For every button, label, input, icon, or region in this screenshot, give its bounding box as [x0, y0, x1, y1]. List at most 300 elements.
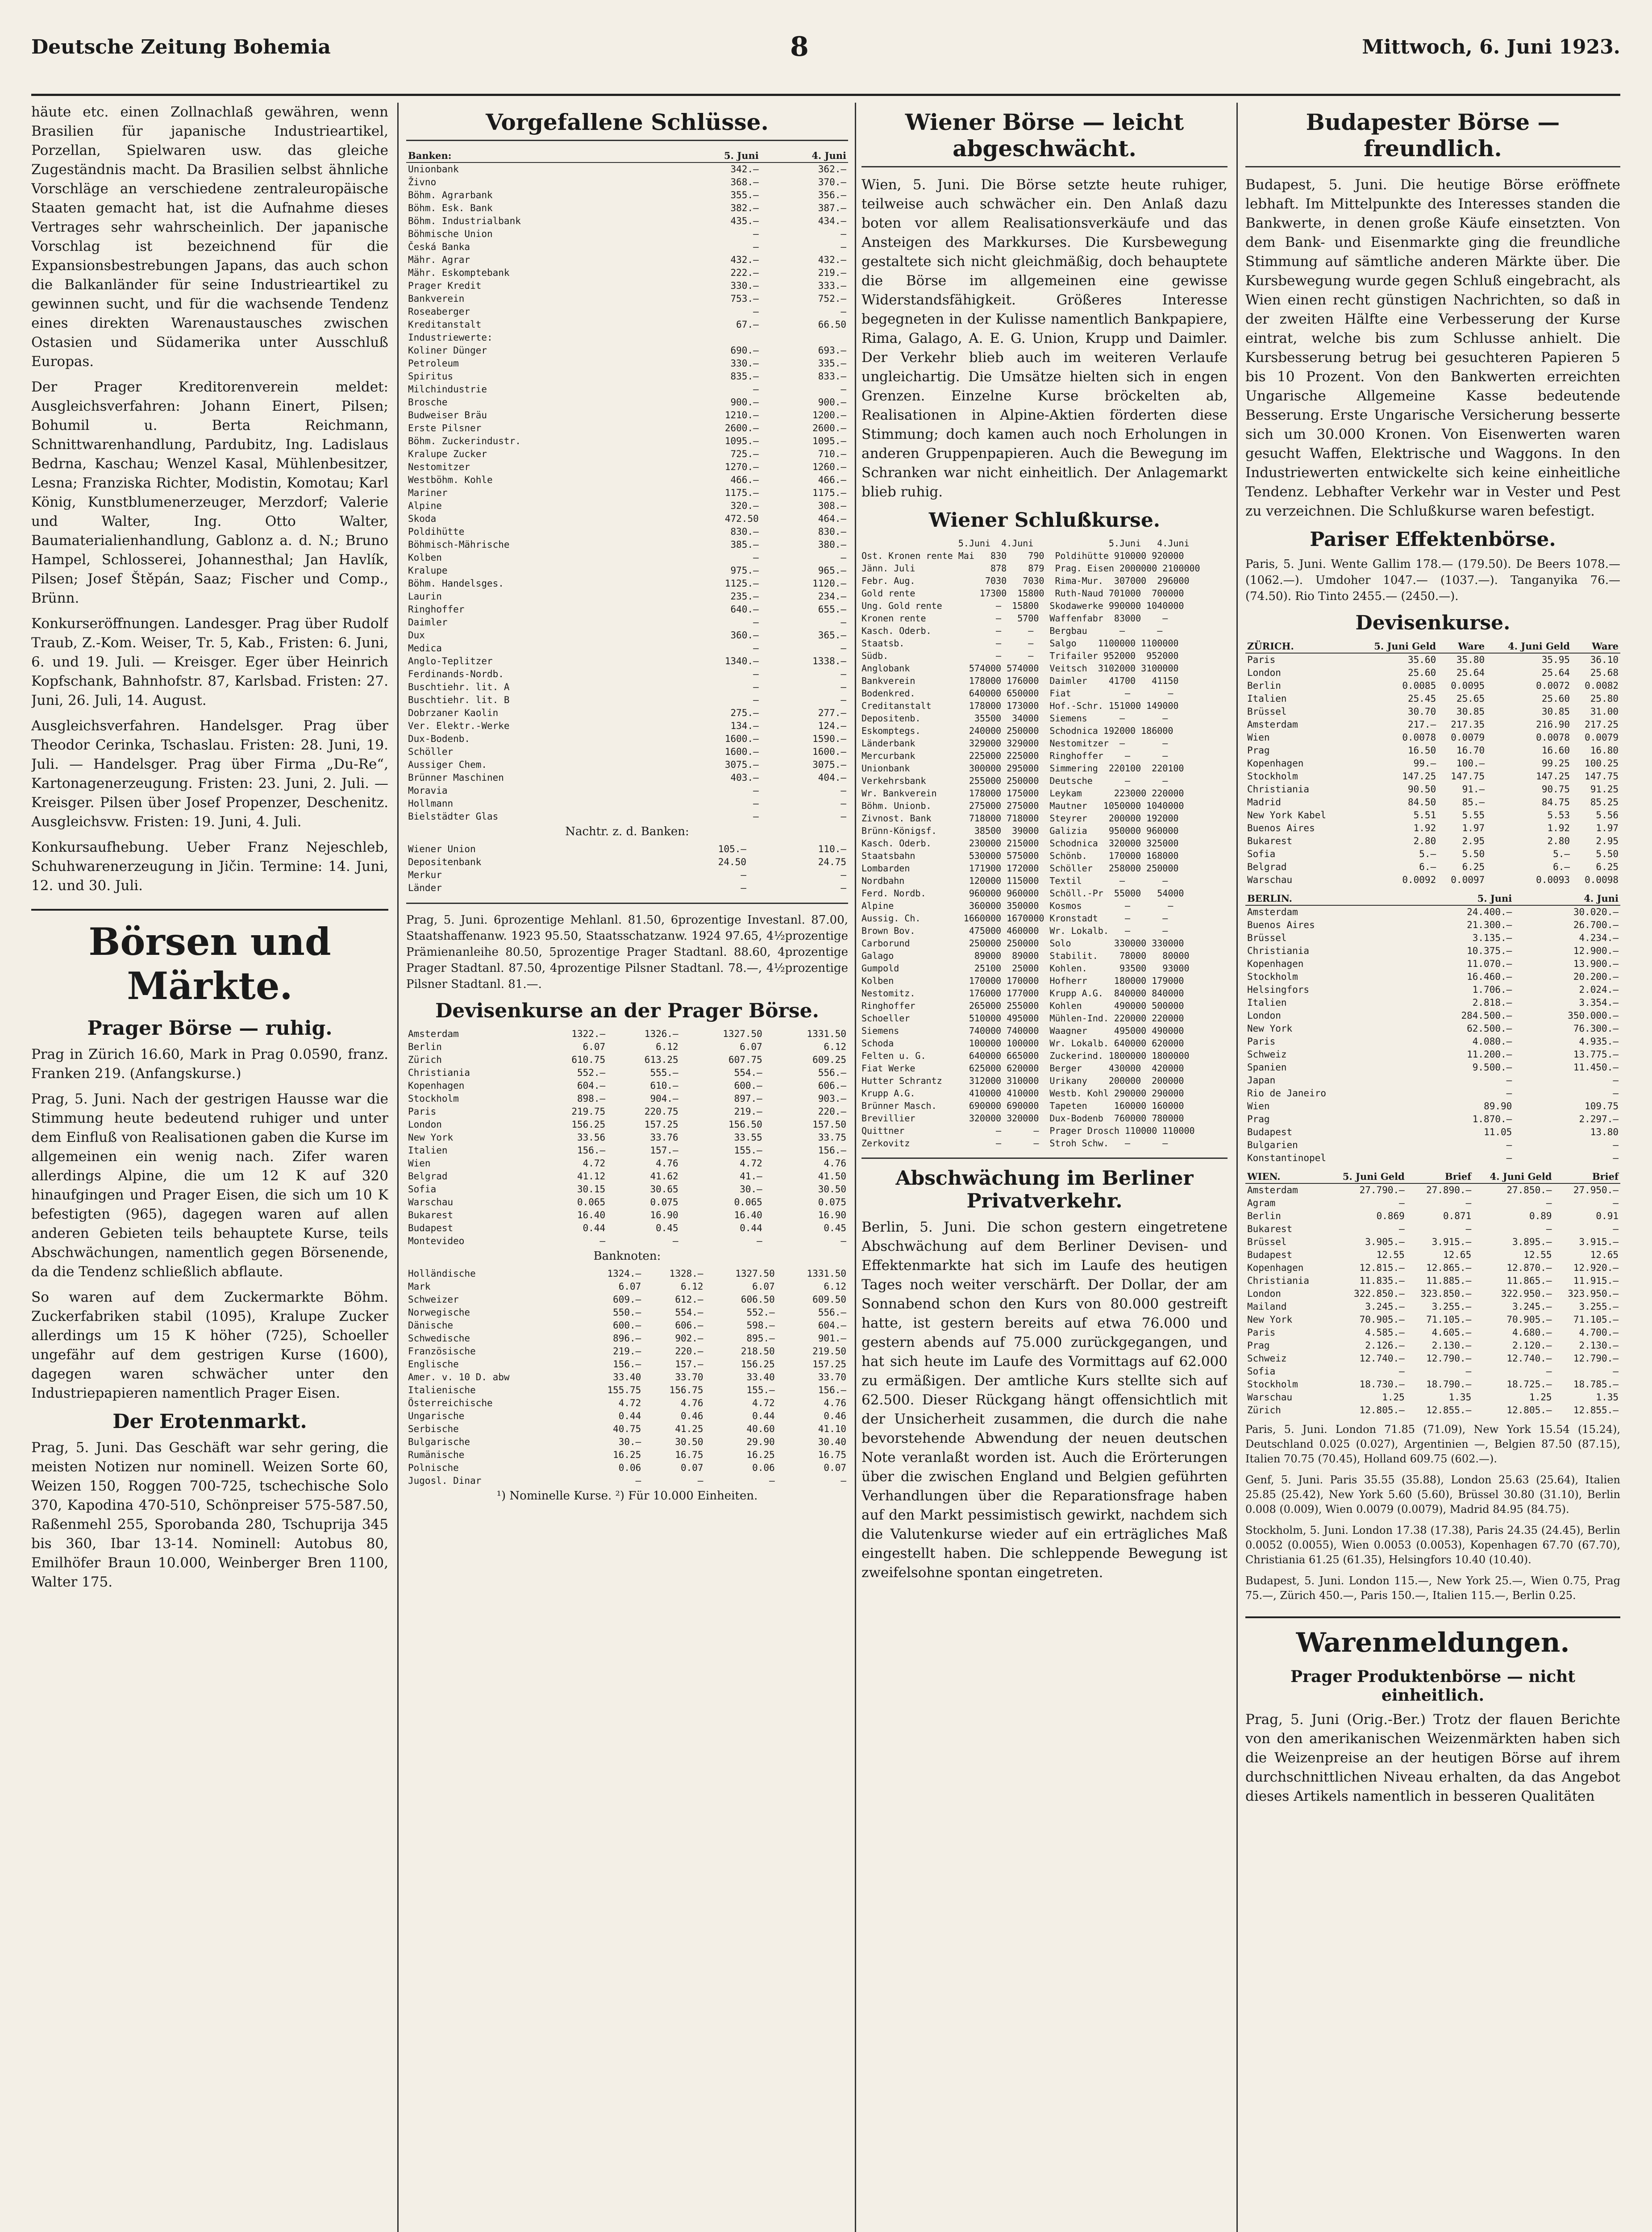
table-cell: — [841, 669, 846, 679]
table-row: Zerkovitz — — Stroh Schw. — — [861, 1138, 1168, 1149]
table-cell: 900.— [818, 397, 846, 408]
table-row [406, 1157, 848, 1170]
table-cell: 360.— [730, 630, 759, 641]
table-cell: 896.— [613, 1333, 641, 1344]
table-cell: 12.65 [1590, 1249, 1619, 1260]
table-cell: 284.500.— [1461, 1010, 1512, 1021]
table-cell: — [841, 695, 846, 705]
table-cell: 898.— [577, 1093, 606, 1104]
table-cell: 27.890.— [1426, 1185, 1472, 1195]
article-paragraph: Konkursaufhebung. Ueber Franz Nejeschleb, Schuhwarenerzeugung in Jičin. Termine: 14. Juni, 12. und 30. Juli. [31, 839, 388, 894]
table-cell: Dobrzaner Kaolin [408, 708, 499, 718]
table-cell: Italien [1247, 693, 1287, 704]
table-cell: Italien [408, 1145, 448, 1156]
table-cell: 156.— [613, 1359, 641, 1370]
table-row: Brevillier 320000 320000 Dux-Bodenb 760000 780000 [861, 1113, 1184, 1124]
table-cell: 12.55 [1523, 1249, 1552, 1260]
table-cell: Kralupe Zucker [408, 449, 487, 459]
table-row [406, 396, 848, 409]
table-cell: 432.— [730, 254, 759, 265]
table-cell: 610.75 [571, 1054, 606, 1065]
table-cell: 84.50 [1408, 797, 1436, 808]
table-cell: 219.75 [571, 1106, 606, 1117]
table-cell: Länder [408, 883, 442, 893]
masthead-left: Deutsche Zeitung Bohemia [31, 36, 331, 58]
table-cell: 156.50 [728, 1119, 762, 1130]
table-cell: 830.— [818, 526, 846, 537]
table-cell: 0.0079 [1585, 732, 1619, 743]
table-row [1245, 1313, 1620, 1326]
table-cell: 380.— [818, 539, 846, 550]
paris-title: Pariser Effektenbörse. [1310, 528, 1556, 551]
table-row [406, 1280, 848, 1293]
table-row: Febr. Aug. 7030 7030 Rima-Mur. 307000 296000 [861, 575, 1190, 586]
table-cell: 16.25 [613, 1449, 641, 1460]
table-cell [761, 331, 848, 344]
zurich-table [1245, 640, 1620, 887]
table-cell: 30.85 [1541, 706, 1570, 717]
table-cell: 40.75 [613, 1424, 641, 1434]
table-cell: London [1247, 667, 1281, 678]
table-cell: Konstantinopel [1247, 1153, 1327, 1163]
table-cell: Amsterdam [408, 1029, 459, 1039]
table-cell: 235.— [730, 591, 759, 602]
table-row [1245, 1378, 1620, 1391]
table-cell: Anglo-Teplitzer [408, 656, 493, 666]
table-row: Staatsbahn 530000 575000 Schönb. 170000 168000 [861, 850, 1179, 861]
table-cell: Prag [1247, 1114, 1270, 1124]
table-cell: 40.60 [746, 1424, 775, 1434]
table-cell: Rumänische [408, 1449, 465, 1460]
article-paragraph: Paris, 5. Juni. London 71.85 (71.09), New York 15.54 (15.24), Deutschland 0.025 (0.027), Argentinien —, Belgien 87.50 (87.15), Italien 70.75 (70.45), Holland 609.75 (602.—). [1245, 1423, 1620, 1465]
table-cell: Dux [408, 630, 425, 641]
table-cell: Laurin [408, 591, 442, 602]
table-cell: 35.80 [1456, 654, 1485, 665]
table-cell: 24.75 [818, 857, 846, 867]
table-row [406, 551, 848, 564]
table-header: Ware [1438, 640, 1486, 653]
column-4 [1245, 103, 1620, 2232]
article-paragraph: Wien, 5. Juni. Die Börse setzte heute ruhiger, teilweise auch schwächer ein. Den Anlaß dazu boten vor allem Realisationsverkäufe und das Ansteigen des Markkurses. Die Kursbewegung gestaltete sich nicht gleichmäßig, doch behauptete die Börse im allgemeinen eine gewisse Widerstandsfähigkeit. Größeres Interesse begegneten in der Kulisse namentlich Bankpapiere, Rima, Galago, A. E. G. Union, Krupp und Daimler. Der Verkehr blieb auch im weiteren Verlaufe ungleichartig. Die Umsätze hielten sich in engen Grenzen. Einzelne Kurse bröckelten ab, Realisationen in Alpine-Aktien förderten diese Stimmung; doch kamen auch noch Erholungen in anderen Gruppenpapieren. Auch die Bewegung im Schranken war nicht einheitlich. Der Anlagemarkt blieb ruhig. [861, 177, 1228, 500]
table-row: Brown Bov. 475000 460000 Wr. Lokalb. — — [861, 925, 1168, 936]
table-cell: 330.— [730, 358, 759, 369]
table-cell: 27.950.— [1573, 1185, 1619, 1195]
table-cell: Aussiger Chem. [408, 759, 487, 770]
table-cell: 342.— [730, 164, 759, 175]
table-cell: 2.818.— [1472, 997, 1512, 1008]
table-cell: — [1465, 1198, 1472, 1208]
table-cell: 0.075 [818, 1197, 846, 1208]
table-cell: 1.35 [1448, 1392, 1472, 1403]
table-row [406, 1079, 848, 1092]
table-row [1245, 1113, 1620, 1126]
table-row: Unionbank 300000 295000 Simmering 220100 220100 [861, 763, 1184, 774]
table-cell: Japan [1247, 1075, 1276, 1086]
table-cell: — [841, 643, 846, 654]
table-cell: 4.700.— [1579, 1327, 1619, 1338]
table-cell: Kopenhagen [1247, 1262, 1304, 1273]
table-cell: 4.680.— [1512, 1327, 1552, 1338]
table-cell: 16.70 [1456, 745, 1485, 756]
table-cell: 472.50 [724, 513, 759, 524]
table-row [406, 1474, 848, 1487]
table-cell: 11.885.— [1426, 1275, 1472, 1286]
table-cell: Ver. Elektr.-Werke [408, 720, 510, 731]
table-cell: 4.234.— [1579, 933, 1619, 943]
table-cell: Montevideo [408, 1236, 465, 1246]
table-cell: 36.10 [1590, 654, 1619, 665]
table-cell: 1200.— [812, 410, 846, 421]
table-row: Ost. Kronen rente Mai 830 790 Poldihütte 910000 920000 [861, 550, 1184, 561]
table-cell: — [757, 1236, 762, 1246]
table-row: Böhm. Unionb. 275000 275000 Mautner 1050000 1040000 [861, 800, 1184, 811]
table-row [1245, 861, 1620, 874]
table-row [406, 1358, 848, 1371]
table-row [406, 215, 848, 228]
table-cell: 30.— [618, 1437, 641, 1447]
table-row [406, 176, 848, 189]
table-cell: 1600.— [812, 746, 846, 757]
table-row: Krupp A.G. 410000 410000 Westb. Kohl 290000 290000 [861, 1088, 1184, 1099]
table-row [406, 241, 848, 254]
table-cell: 1120.— [812, 578, 846, 589]
table-row [406, 1183, 848, 1196]
table-cell: Bielstädter Glas [408, 811, 499, 822]
table-row: Brünn-Königsf. 38500 39000 Galizia 950000 960000 [861, 825, 1179, 836]
table-cell: 4.935.— [1579, 1036, 1619, 1047]
table-cell: Schwedische [408, 1333, 470, 1344]
table-cell: — [841, 552, 846, 563]
table-cell: 1095.— [812, 436, 846, 446]
table-row [406, 512, 848, 525]
table-row [1245, 757, 1620, 770]
table-cell: Böhm. Handelsges. [408, 578, 504, 589]
table-cell: 1600.— [724, 733, 759, 744]
table-cell: 975.— [730, 565, 759, 576]
table-cell: 370.— [818, 177, 846, 187]
table-cell: 403.— [730, 772, 759, 783]
table-cell: 609.25 [812, 1054, 846, 1065]
table-cell: 156.75 [669, 1385, 703, 1395]
table-cell: 1331.50 [807, 1029, 846, 1039]
table-cell: 147.25 [1402, 771, 1436, 782]
table-row [1245, 666, 1620, 679]
table-cell: 550.— [613, 1307, 641, 1318]
table-cell: 30.— [740, 1184, 762, 1195]
table-cell: 11.05 [1484, 1127, 1512, 1137]
table-cell: 466.— [730, 475, 759, 485]
table-cell: Holländische [408, 1268, 476, 1279]
table-row: Bankverein 178000 176000 Daimler 41700 41150 [861, 675, 1179, 686]
table-cell: 25.80 [1590, 693, 1619, 704]
table-row [406, 435, 848, 448]
table-cell: — [1613, 1075, 1619, 1086]
table-cell: 752.— [818, 293, 846, 304]
table-row: Nordbahn 120000 115000 Textil — — [861, 875, 1168, 886]
table-row: Ringhoffer 265000 255000 Kohlen 490000 500000 [861, 1000, 1184, 1011]
table-row [406, 720, 848, 733]
table-cell: Christiania [1247, 1275, 1310, 1286]
table-row [406, 745, 848, 758]
table-cell: Rio de Janeiro [1247, 1088, 1327, 1099]
table-cell: 6.12 [656, 1041, 678, 1052]
table-cell: 29.90 [746, 1437, 775, 1447]
table-cell: 655.— [818, 604, 846, 615]
table-cell: 6.07 [752, 1281, 775, 1292]
table-row: Kronen rente — 5700 Waffenfabr 83000 — [861, 613, 1168, 624]
table-row: Creditanstalt 178000 173000 Hof.-Schr. 151000 149000 [861, 700, 1179, 711]
footnote: ¹) Nominelle Kurse. ²) Für 10.000 Einheiten. [496, 1489, 758, 1503]
table-row [406, 1170, 848, 1183]
table-row [406, 642, 848, 655]
article-paragraph: häute etc. einen Zollnachlaß gewähren, wenn Brasilien für japanische Industrieartikel, Porzellan, Spielwaren usw. das gleiche Zugeständnis macht. Da Brasilien selbst ähnliche Vorschläge an verschiedene zentraleuropäische Staaten gemacht hat, ist die Aufnahme dieses Vertrages sehr wahrscheinlich. Der japanische Vorschlag ist bezeichnend für die Expansionsbestrebungen Japans, das auch schon die Balkanländer für seine Industrieartikel zu gewinnen sucht, und für die wachsende Tendenz eines direkten Warenaustausches zwischen Ostasien und Südamerika unter Ausschluß Europas. [31, 104, 388, 370]
table-row [1245, 874, 1620, 887]
table-cell: 16.80 [1590, 745, 1619, 756]
table-cell: 35.60 [1408, 654, 1436, 665]
table-cell: 2.024.— [1579, 984, 1619, 995]
table-cell: 12.805.— [1359, 1405, 1405, 1416]
table-cell: 33.40 [746, 1372, 775, 1383]
table-row [406, 383, 848, 396]
table-cell: 25.64 [1456, 667, 1485, 678]
table-row [406, 1066, 848, 1079]
table-cell: Stockholm [1247, 771, 1298, 782]
table-row [1245, 835, 1620, 848]
table-row [1245, 796, 1620, 809]
table-cell: 693.— [818, 345, 846, 356]
table-cell: 1327.50 [735, 1268, 775, 1279]
table-cell: 11.835.— [1359, 1275, 1405, 1286]
table-row [406, 707, 848, 720]
table-cell: 3.915.— [1431, 1237, 1472, 1247]
table-header: 5. Juni Geld [1326, 1170, 1406, 1183]
table-cell: 12.55 [1376, 1249, 1405, 1260]
table-cell: 109.75 [1585, 1101, 1619, 1112]
table-cell: 156.— [577, 1145, 606, 1156]
table-cell: 0.45 [824, 1223, 846, 1233]
table-cell: — [753, 229, 759, 239]
table-row [406, 655, 848, 668]
bank-addendum-table [406, 843, 848, 895]
table-cell: Berlin [408, 1041, 442, 1052]
table-cell: Kopenhagen [1247, 958, 1304, 969]
table-cell: 5.— [1419, 849, 1436, 859]
table-cell: 2.80 [1413, 836, 1436, 846]
masthead-date: Mittwoch, 6. Juni 1923. [1362, 36, 1620, 58]
table-cell: 404.— [818, 772, 846, 783]
table-cell: 27.850.— [1506, 1185, 1552, 1195]
table-cell: — [841, 1475, 846, 1486]
table-cell: 147.25 [1536, 771, 1570, 782]
table-row [1245, 1326, 1620, 1339]
table-cell: Česká Banka [408, 242, 470, 252]
table-header: Brief [1554, 1170, 1620, 1183]
table-cell: 277.— [818, 708, 846, 718]
table-cell: 25.65 [1456, 693, 1485, 704]
table-cell: 3075.— [812, 759, 846, 770]
table-cell: 18.725.— [1506, 1379, 1552, 1390]
table-row [1245, 983, 1620, 996]
table-row [406, 267, 848, 279]
table-cell: 1.97 [1596, 823, 1619, 833]
table-cell: 24.50 [718, 857, 747, 867]
table-cell: Christiania [1247, 784, 1310, 795]
table-cell: 12.865.— [1426, 1262, 1472, 1273]
table-cell: 16.460.— [1467, 971, 1512, 982]
table-cell: Italien [1247, 997, 1287, 1008]
table-cell: 0.0098 [1585, 874, 1619, 885]
table-cell: — [753, 798, 759, 809]
table-cell: 1210.— [724, 410, 759, 421]
table-row: Gumpold 25100 25000 Kohlen. 93500 93000 [861, 963, 1190, 974]
table-cell: 4.72 [752, 1398, 775, 1408]
table-row [406, 189, 848, 202]
table-cell: — [841, 811, 846, 822]
table-cell: 25.60 [1408, 667, 1436, 678]
table-row: Mercurbank 225000 225000 Ringhoffer — — [861, 750, 1168, 761]
table-row [1245, 679, 1620, 692]
table-cell: 725.— [730, 449, 759, 459]
table-cell: 0.44 [740, 1223, 762, 1233]
table-row [406, 500, 848, 512]
table-cell: Agram [1247, 1198, 1276, 1208]
table-cell: New York Kabel [1247, 810, 1327, 820]
table-row [406, 1423, 848, 1436]
table-cell: — [1506, 1153, 1512, 1163]
table-cell: 6.25 [1462, 862, 1485, 872]
table-header: 4. Juni Geld [1473, 1170, 1553, 1183]
table-cell: — [753, 682, 759, 692]
vienna-title: Wiener Börse — leicht abgeschwächt. [861, 109, 1228, 167]
table-cell: — [753, 242, 759, 252]
table-cell: Erste Pilsner [408, 423, 482, 433]
table-row [406, 1462, 848, 1474]
table-row [406, 1267, 848, 1280]
table-row [406, 1319, 848, 1332]
table-cell: 2.95 [1462, 836, 1485, 846]
table-row [1245, 1061, 1620, 1074]
table-row [1245, 1365, 1620, 1378]
table-cell: 1.706.— [1472, 984, 1512, 995]
table-header: Ware [1572, 640, 1620, 653]
table-row [406, 422, 848, 435]
table-cell: 30.15 [577, 1184, 606, 1195]
table-cell: 835.— [730, 371, 759, 382]
table-cell: 330.— [730, 280, 759, 291]
table-cell: Budapest [408, 1223, 454, 1233]
table-row: Fiat Werke 625000 620000 Berger 430000 420000 [861, 1063, 1184, 1074]
table-cell: 335.— [818, 358, 846, 369]
table-cell: Skoda [408, 513, 437, 524]
table-row [406, 758, 848, 771]
table-cell: Sofia [1247, 849, 1276, 859]
table-cell: — [1465, 1224, 1472, 1234]
table-cell: Koliner Dünger [408, 345, 487, 356]
table-row [1245, 1287, 1620, 1300]
table-cell: 41.25 [675, 1424, 703, 1434]
table-cell: 604.— [818, 1320, 846, 1331]
table-row [406, 810, 848, 823]
table-cell: 0.46 [824, 1411, 846, 1421]
table-cell: 556.— [818, 1067, 846, 1078]
table-cell: 157.— [675, 1359, 703, 1370]
table-cell: 0.869 [1376, 1211, 1405, 1221]
table-row: Nestomitz. 176000 177000 Krupp A.G. 840000 840000 [861, 988, 1184, 999]
table-cell: Serbische [408, 1424, 459, 1434]
table-cell: 16.90 [818, 1210, 846, 1220]
table-cell: 466.— [818, 475, 846, 485]
table-row [406, 1410, 848, 1423]
table-cell: 1600.— [724, 746, 759, 757]
table-cell: 333.— [818, 280, 846, 291]
page-header [31, 27, 1620, 96]
table-cell: 3075.— [724, 759, 759, 770]
table-cell: 0.0079 [1451, 732, 1485, 743]
table-row [406, 162, 848, 176]
table-row [1245, 1274, 1620, 1287]
table-row [406, 668, 848, 681]
newspaper-page [31, 27, 1620, 2232]
table-cell: 1328.— [669, 1268, 703, 1279]
table-cell: 5.50 [1596, 849, 1619, 859]
column-rule [1236, 103, 1238, 2232]
table-cell: Sofia [408, 1184, 437, 1195]
closing-prices-title: Vorgefallene Schlüsse. [406, 109, 848, 141]
table-cell: 4.72 [583, 1158, 606, 1169]
table-cell: 0.065 [734, 1197, 762, 1208]
article-paragraph: Prag, 5. Juni. Das Geschäft war sehr gering, die meisten Notizen nur nominell. Weizen Sorte 60, Weizen 150, Roggen 700-725, tschechische Solo 370, Kapodina 470-510, Schönpreiser 575-587.50, Raßenmehl 255, Sporobanda 280, Tschuprija 345 bis 360, Ibar 13-14. Nominell: Autobus 80, Emilhöfer Braun 10.000, Weinberger Bren 1100, Walter 175. [31, 1440, 388, 1590]
table-row [406, 1092, 848, 1105]
table-subheading: Nachtr. z. d. Banken: [565, 825, 689, 838]
table-cell: 0.0093 [1536, 874, 1570, 885]
table-cell: 41.62 [650, 1171, 678, 1182]
table-row: Siemens 740000 740000 Waagner 495000 490000 [861, 1025, 1184, 1036]
table-cell: 157.25 [644, 1119, 678, 1130]
table-cell: 219.— [613, 1346, 641, 1357]
table-cell: — [1613, 1153, 1619, 1163]
table-row [406, 461, 848, 474]
table-row [406, 279, 848, 292]
table-cell: 30.70 [1408, 706, 1436, 717]
table-row [1245, 905, 1620, 919]
table-cell: — [841, 617, 846, 628]
table-cell: 2600.— [724, 423, 759, 433]
table-cell: — [753, 552, 759, 563]
table-cell: 4.72 [618, 1398, 641, 1408]
table-cell: 90.75 [1541, 784, 1570, 795]
table-row: Staatsb. — — Salgo 1100000 1100000 [861, 638, 1179, 649]
table-row [1245, 809, 1620, 822]
table-cell: 33.40 [613, 1372, 641, 1383]
table-row [406, 1144, 848, 1157]
table-cell: Buschtiehr. lit. B [408, 695, 510, 705]
table-cell: — [841, 883, 846, 893]
table-cell: 41.12 [577, 1171, 606, 1182]
table-row: Kasch. Oderb. — — Bergbau — — [861, 625, 1163, 636]
table-row [1245, 692, 1620, 705]
table-cell: Belgrad [408, 1171, 448, 1182]
table-cell: 1590.— [812, 733, 846, 744]
table-cell: 156.25 [571, 1119, 606, 1130]
table-cell: 382.— [730, 203, 759, 213]
table-row [1245, 1087, 1620, 1100]
table-row [406, 616, 848, 629]
table-row [406, 629, 848, 642]
table-cell: 0.06 [752, 1462, 775, 1473]
article-paragraph: Budapest, 5. Juni. Die heutige Börse eröffnete lebhaft. Im Mittelpunkte des Interesses standen die Bankwerte, in denen große Käufe einsetzten. Von dem Bank- und Eisenmarkte ging die freundliche Stimmung auf sämtliche anderen Märkte über. Die Kursbewegung wurde gegen Schluß eingebracht, als Wien einen recht günstigen Nachrichten, so daß in der zweiten Hälfte eine Verbesserung der Kurse eintrat, welche bis zum Schlusse anhielt. Die Kursbesserung betrug bei gesuchteren Papieren 5 bis 10 Prozent. Von den Bankwerten erreichten Ungarische Allgemeine Kasse bedeutende Besserung. Erste Ungarische Versicherung besserte sich um 30.000 Kronen. Von Eisenwerten waren gesucht Waffen, Elektrische und Waggons. In den Industriewerten entwickelte sich keine einheitliche Tendenz. Lebhafter Verkehr war in Vester und Pest zu verzeichnen. Die Schlußkurse waren befestigt. [1245, 177, 1620, 519]
table-cell: 5.55 [1462, 810, 1485, 820]
table-cell: 690.— [730, 345, 759, 356]
